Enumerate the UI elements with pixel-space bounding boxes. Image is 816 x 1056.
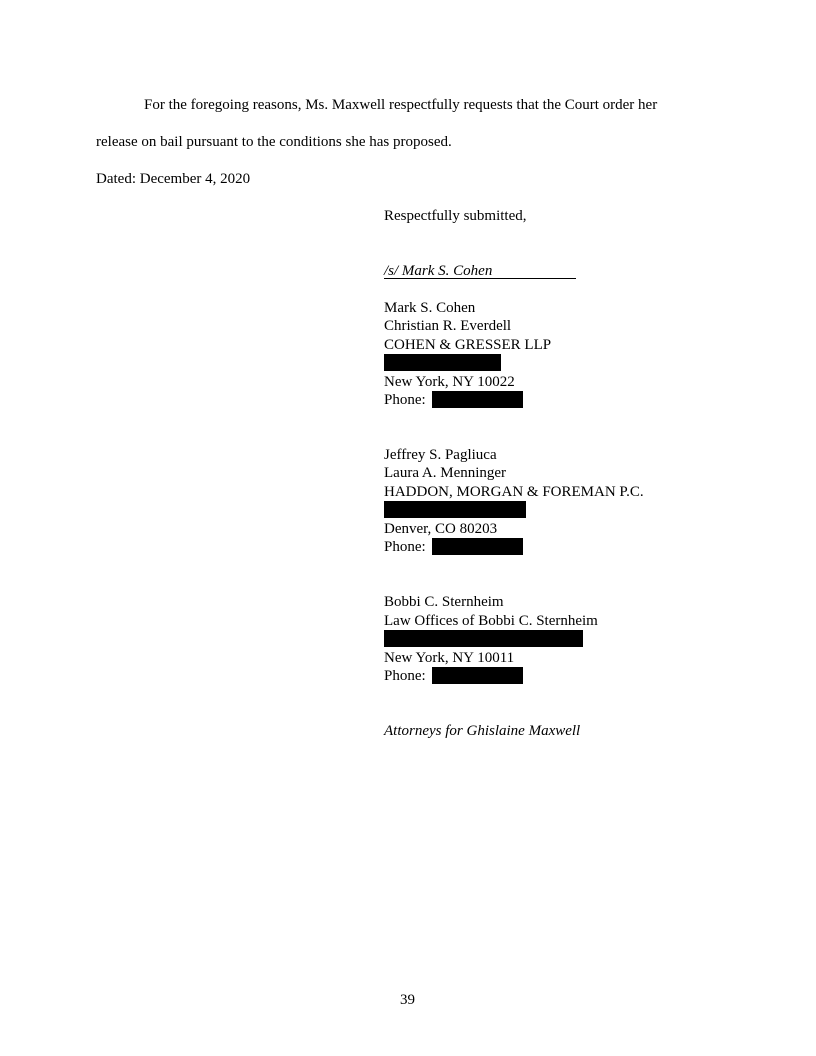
counsel-3-city: New York, NY 10011 [384,650,515,666]
counsel-2-name-1: Jeffrey S. Pagliuca [384,447,497,463]
signature-line [384,278,576,279]
redacted-phone [432,667,523,684]
counsel-1-name-2: Christian R. Everdell [384,318,512,334]
counsel-2-city: Denver, CO 80203 [384,521,498,537]
e-signature: /s/ Mark S. Cohen [384,263,493,279]
redacted-phone [432,391,523,408]
page-number: 39 [400,992,415,1008]
counsel-2-phone-label: Phone: [384,539,426,555]
counsel-1-phone-label: Phone: [384,392,426,408]
redacted-phone [432,538,523,555]
attorneys-for: Attorneys for Ghislaine Maxwell [384,723,581,739]
redacted-address [384,354,501,371]
body-line-1: For the foregoing reasons, Ms. Maxwell respectfully requests that the Court order her [144,97,658,113]
counsel-1-city: New York, NY 10022 [384,374,515,390]
dated-line: Dated: December 4, 2020 [96,171,251,187]
counsel-1-name-1: Mark S. Cohen [384,300,476,316]
redacted-address [384,630,583,647]
redacted-address [384,501,526,518]
counsel-1-firm: COHEN & GRESSER LLP [384,337,552,353]
counsel-3-phone-label: Phone: [384,668,426,684]
closing: Respectfully submitted, [384,208,527,224]
counsel-3-name-1: Bobbi C. Sternheim [384,594,504,610]
body-line-2: release on bail pursuant to the conditions she has proposed. [96,134,452,150]
counsel-3-firm: Law Offices of Bobbi C. Sternheim [384,613,598,629]
counsel-2-name-2: Laura A. Menninger [384,465,507,481]
counsel-2-firm: HADDON, MORGAN & FOREMAN P.C. [384,484,644,500]
